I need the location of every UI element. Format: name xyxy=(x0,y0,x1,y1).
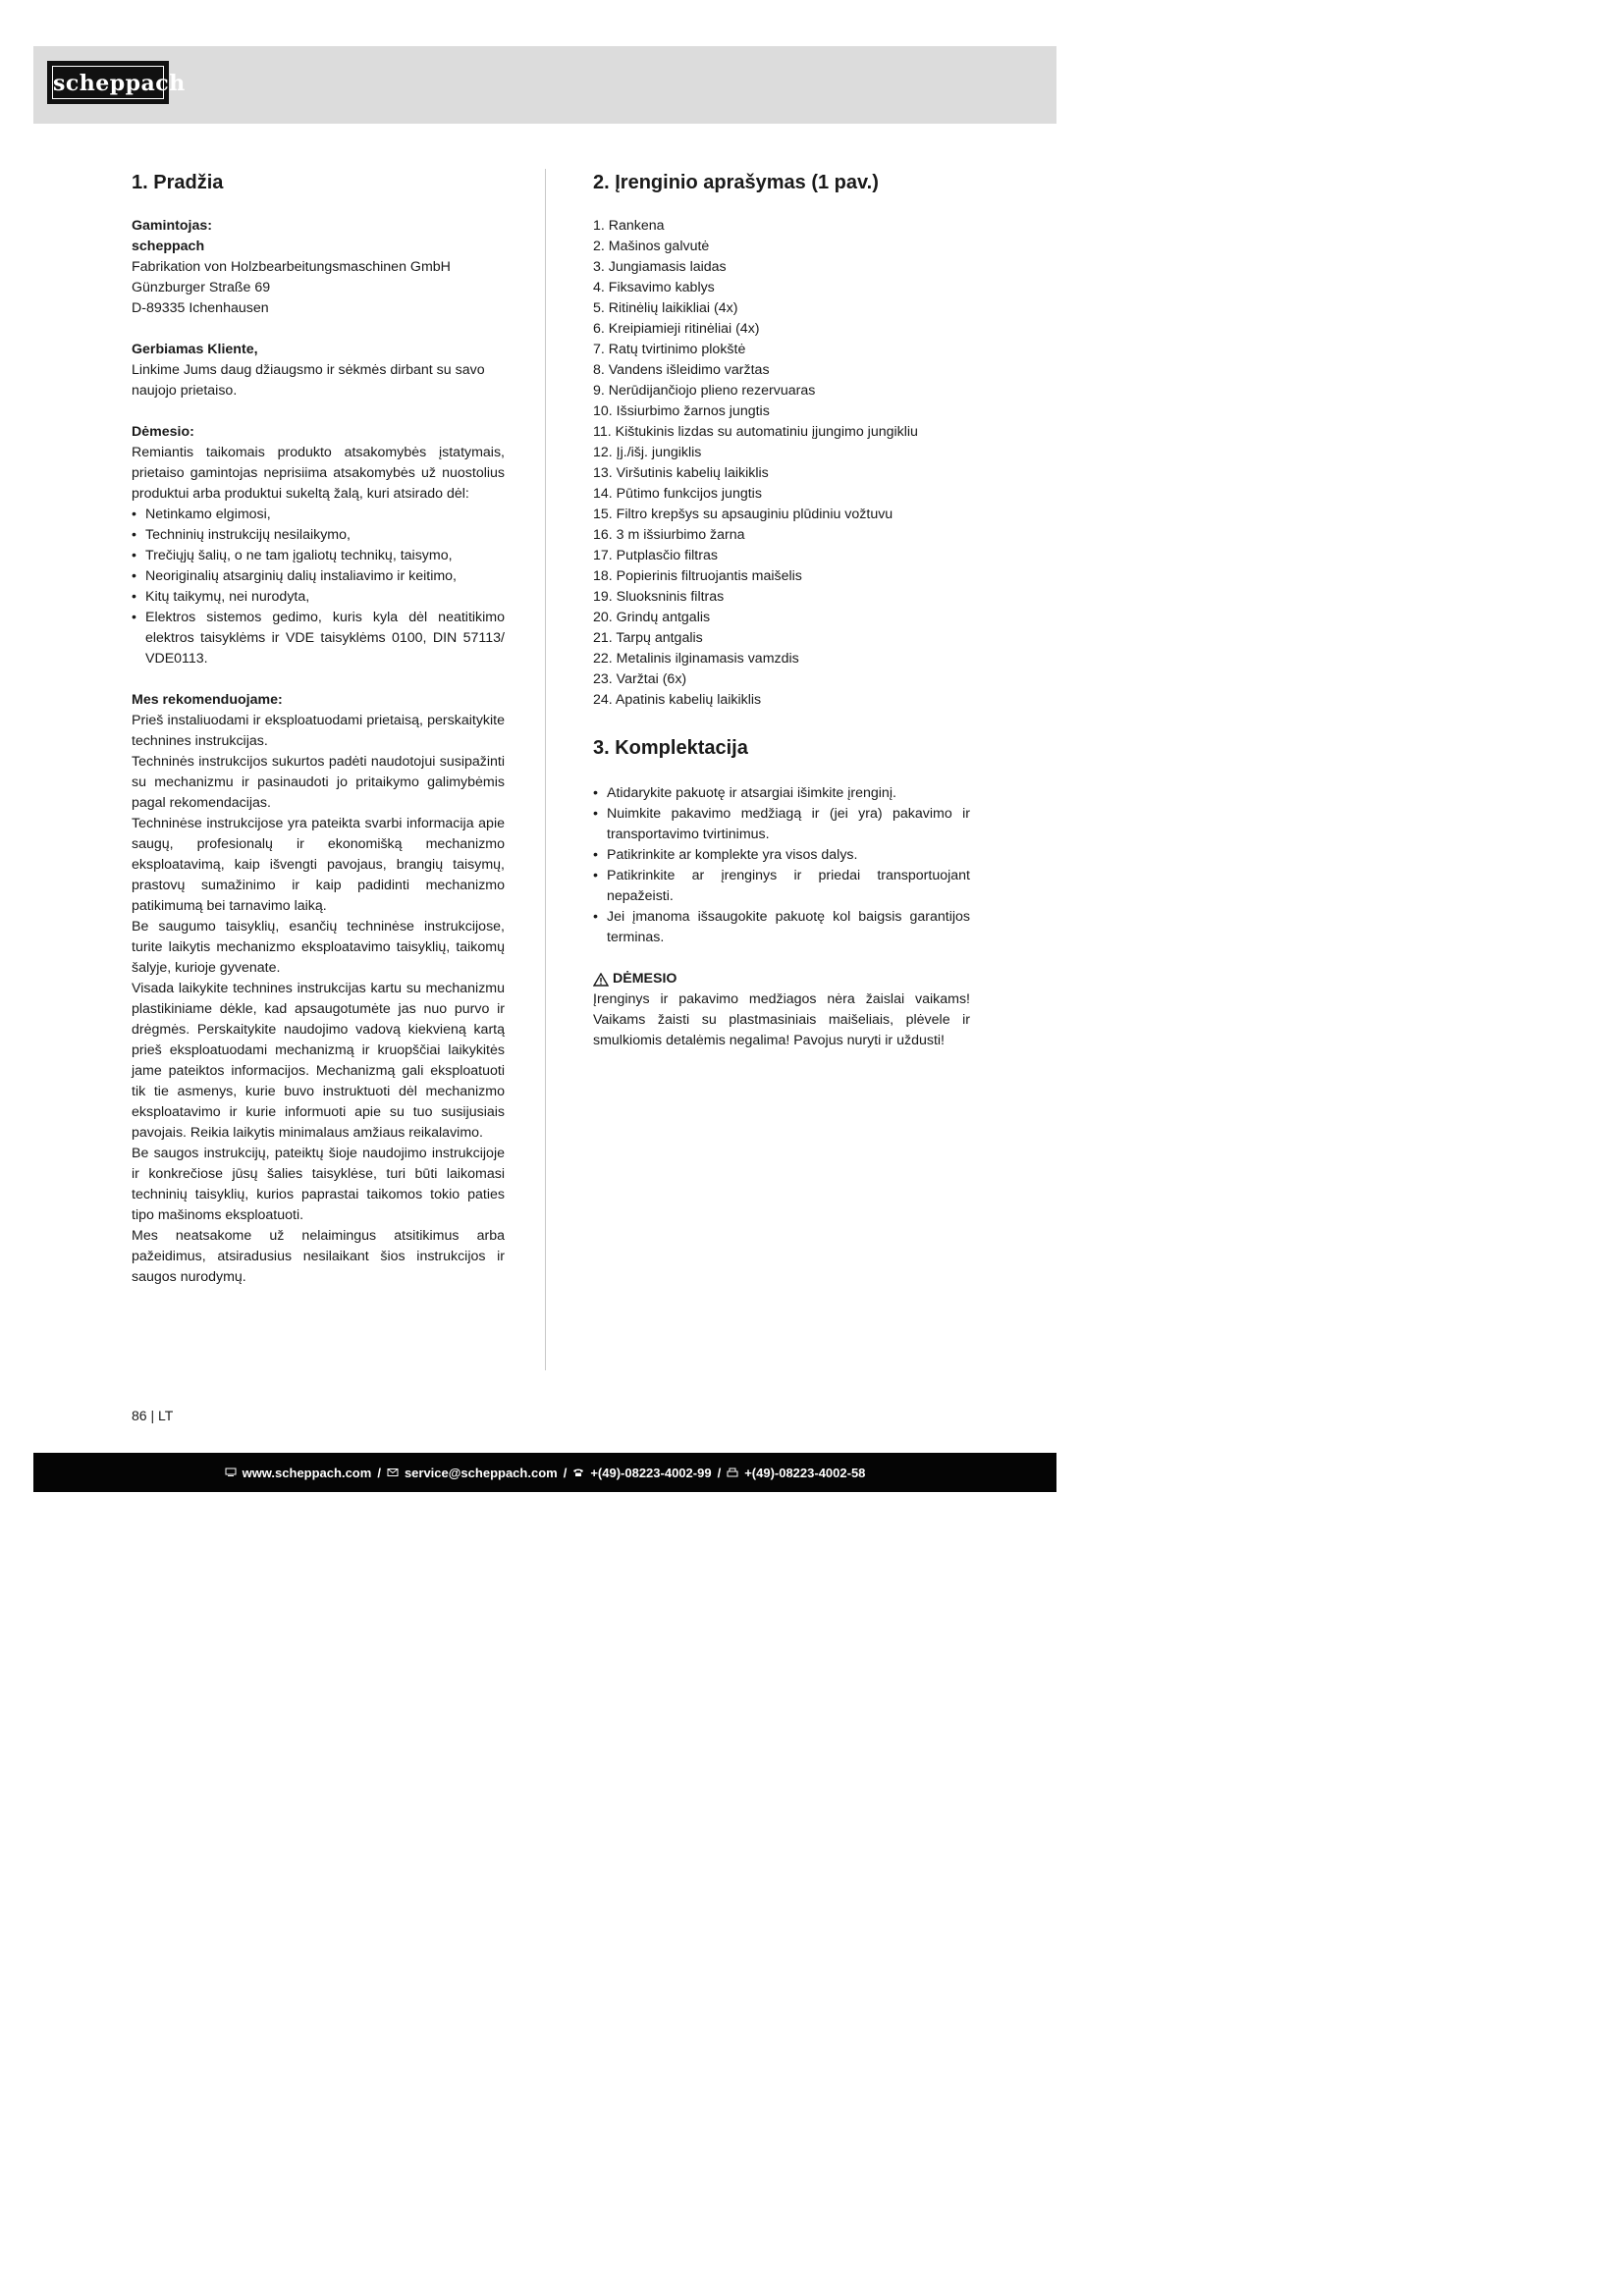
recommend-paragraph: Mes neatsakome už nelaimingus atsitikimus arba pažeidimus, atsiradusius nesilaikant šios instrukcijos ir saugos nurodymų. xyxy=(132,1228,505,1285)
manufacturer-label: Gamintojas: xyxy=(132,218,212,234)
footer-email[interactable]: service@scheppach.com xyxy=(404,1465,558,1480)
footer-separator: / xyxy=(717,1465,722,1480)
list-item: 4. Fiksavimo kablys xyxy=(593,280,715,295)
list-item: 18. Popierinis filtruojantis maišelis xyxy=(593,568,802,584)
footer-fax[interactable]: +(49)-08223-4002-58 xyxy=(744,1465,866,1480)
recommend-paragraph: Visada laikykite technines instrukcijas kartu su mechanizmu plastikiniame dėkle, kad apsaugotumėte jas nuo purvo ir drėgmės. Perskaitykite naudojimo vadovą kiekvieną kartą prieš eksploatuodami mechanizmą ir kruopščiai laikykitės jame pateiktos informacijos. Mechanizmą gali eksploatuoti tik tie asmenys, kurie buvo instruktuoti dėl mechanizmo eksploatavimo ir kurie informuoti apie su tuo susijusiais pavojais. Reikia laikytis minimalaus amžiaus reikalavimo. xyxy=(132,981,505,1141)
list-item: 20. Grindų antgalis xyxy=(593,610,711,625)
list-item: • Elektros sistemos gedimo, kuris kyla dėl neatitikimo elektros taisyklėms ir VDE taisyklėms 0100, DIN 57113/ VDE0113. xyxy=(132,608,505,669)
list-item: • Kitų taikymų, nei nurodyta, xyxy=(132,587,505,608)
client-label: Gerbiamas Kliente, xyxy=(132,342,258,357)
list-item: • Atidarykite pakuotę ir atsargiai išimkite įrenginį. xyxy=(593,783,970,804)
scheppach-logo xyxy=(47,61,186,104)
list-item: 13. Viršutinis kabelių laikiklis xyxy=(593,465,769,481)
recommend-paragraph: Techninės instrukcijos sukurtos padėti naudotojui susipažinti su mechanizmu ir pasinaudoti jo pritaikymo galimybėmis pagal rekomendacijas. xyxy=(132,754,505,811)
section-title-intro: 1. Pradžia xyxy=(132,172,224,193)
attention-label: Dėmesio: xyxy=(132,424,194,440)
list-item: 7. Ratų tvirtinimo plokštė xyxy=(593,342,746,357)
page-number: 86 | LT xyxy=(132,1408,174,1423)
recommend-paragraph: Be saugumo taisyklių, esančių techninėse instrukcijose, turite laikytis mechanizmo eksploatavimo taisyklių, taikomų šalyje, kurioje gyvenate. xyxy=(132,919,505,976)
list-item: 14. Pūtimo funkcijos jungtis xyxy=(593,486,762,502)
footer-band xyxy=(33,1453,1056,1492)
recommend-paragraph: Techninėse instrukcijose yra pateikta svarbi informacija apie saugų, profesionalų ir ekonomišką mechanizmo eksploatavimą, kaip išvengti pavojaus, brangių taisymų, prastovų sumažinimo ir kaip padidinti mechanizmo patikimumą bei tarnavimo laiką. xyxy=(132,816,505,914)
email-icon xyxy=(387,1468,399,1477)
list-item: • Patikrinkite ar įrenginys ir priedai transportuojant nepažeisti. xyxy=(593,866,970,907)
manufacturer-line: D-89335 Ichenhausen xyxy=(132,300,269,316)
list-item: 12. Įj./išj. jungiklis xyxy=(593,445,702,460)
logo-text: scheppach xyxy=(52,66,164,99)
warning-title: DĖMESIO xyxy=(613,971,677,987)
list-item: 5. Ritinėlių laikikliai (4x) xyxy=(593,300,738,316)
attention-text: Remiantis taikomais produkto atsakomybės įstatymais, prietaiso gamintojas neprisiima atsakomybės už nuostolius produktui arba produktui sukeltą žalą, kuri atsirado dėl: xyxy=(132,445,505,502)
footer-phone[interactable]: +(49)-08223-4002-99 xyxy=(590,1465,712,1480)
manufacturer-line: Günzburger Straße 69 xyxy=(132,280,271,295)
list-item: • Nuimkite pakavimo medžiagą ir (jei yra) pakavimo ir transportavimo tvirtinimus. xyxy=(593,804,970,845)
footer-separator: / xyxy=(563,1465,568,1480)
phone-icon xyxy=(572,1468,584,1477)
list-item: 23. Varžtai (6x) xyxy=(593,671,687,687)
right-column xyxy=(593,169,970,1051)
list-item: 22. Metalinis ilginamasis vamzdis xyxy=(593,651,799,667)
footer-website[interactable]: www.scheppach.com xyxy=(242,1465,372,1480)
warning-heading xyxy=(593,969,970,989)
list-item: • Jei įmanoma išsaugokite pakuotę kol baigsis garantijos terminas. xyxy=(593,907,970,948)
warning-triangle-icon xyxy=(593,973,609,987)
recommend-paragraph: Be saugos instrukcijų, pateiktų šioje naudojimo instrukcijoje ir konkrečiose jūsų šalies taisyklėse, turi būti laikomasi techninių taisyklių, kurios paprastai taikomos tokio paties tipo mašinoms eksploatuoti. xyxy=(132,1146,505,1223)
list-item: 21. Tarpų antgalis xyxy=(593,630,703,646)
list-item: 6. Kreipiamieji ritinėliai (4x) xyxy=(593,321,760,337)
fax-icon xyxy=(727,1468,738,1477)
client-text: Linkime Jums daug džiaugsmo ir sėkmės dirbant su savo naujojo prietaiso. xyxy=(132,362,485,399)
list-item: • Techninių instrukcijų nesilaikymo, xyxy=(132,525,505,546)
manufacturer-line: Fabrikation von Holzbearbeitungsmaschinen GmbH xyxy=(132,259,451,275)
list-item: 3. Jungiamasis laidas xyxy=(593,259,727,275)
footer-separator: / xyxy=(377,1465,381,1480)
parts-list xyxy=(593,216,970,711)
contents-list xyxy=(593,783,970,948)
list-item: • Neoriginalių atsarginių dalių instaliavimo ir keitimo, xyxy=(132,566,505,587)
manufacturer-name: scheppach xyxy=(132,239,205,254)
section-title-description: 2. Įrenginio aprašymas (1 pav.) xyxy=(593,172,879,193)
list-item: 17. Putplasčio filtras xyxy=(593,548,718,563)
header-band xyxy=(33,46,1056,124)
attention-list xyxy=(132,505,505,669)
list-item: 9. Nerūdijančiojo plieno rezervuaras xyxy=(593,383,816,399)
left-column xyxy=(132,169,505,1288)
list-item: 16. 3 m išsiurbimo žarna xyxy=(593,527,745,543)
list-item: • Patikrinkite ar komplekte yra visos dalys. xyxy=(593,845,970,866)
list-item: 15. Filtro krepšys su apsauginiu plūdiniu vožtuvu xyxy=(593,507,893,522)
list-item: 2. Mašinos galvutė xyxy=(593,239,710,254)
warning-text: Įrenginys ir pakavimo medžiagos nėra žaislai vaikams! Vaikams žaisti su plastmasiniais maišeliais, plėvele ir smulkiomis detalėmis negalima! Pavojus nuryti ir uždusti! xyxy=(593,991,970,1048)
column-divider xyxy=(545,169,546,1370)
section-title-contents: 3. Komplektacija xyxy=(593,737,748,759)
list-item: 11. Kištukinis lizdas su automatiniu įjungimo jungikliu xyxy=(593,424,918,440)
computer-icon xyxy=(225,1468,237,1477)
list-item: 8. Vandens išleidimo varžtas xyxy=(593,362,770,378)
list-item: 1. Rankena xyxy=(593,218,665,234)
recommend-paragraph: Prieš instaliuodami ir eksploatuodami prietaisą, perskaitykite technines instrukcijas. xyxy=(132,713,505,749)
list-item: 24. Apatinis kabelių laikiklis xyxy=(593,692,762,708)
list-item: • Netinkamo elgimosi, xyxy=(132,505,505,525)
recommend-label: Mes rekomenduojame: xyxy=(132,692,283,708)
list-item: • Trečiųjų šalių, o ne tam įgaliotų technikų, taisymo, xyxy=(132,546,505,566)
list-item: 19. Sluoksninis filtras xyxy=(593,589,725,605)
list-item: 10. Išsiurbimo žarnos jungtis xyxy=(593,403,770,419)
